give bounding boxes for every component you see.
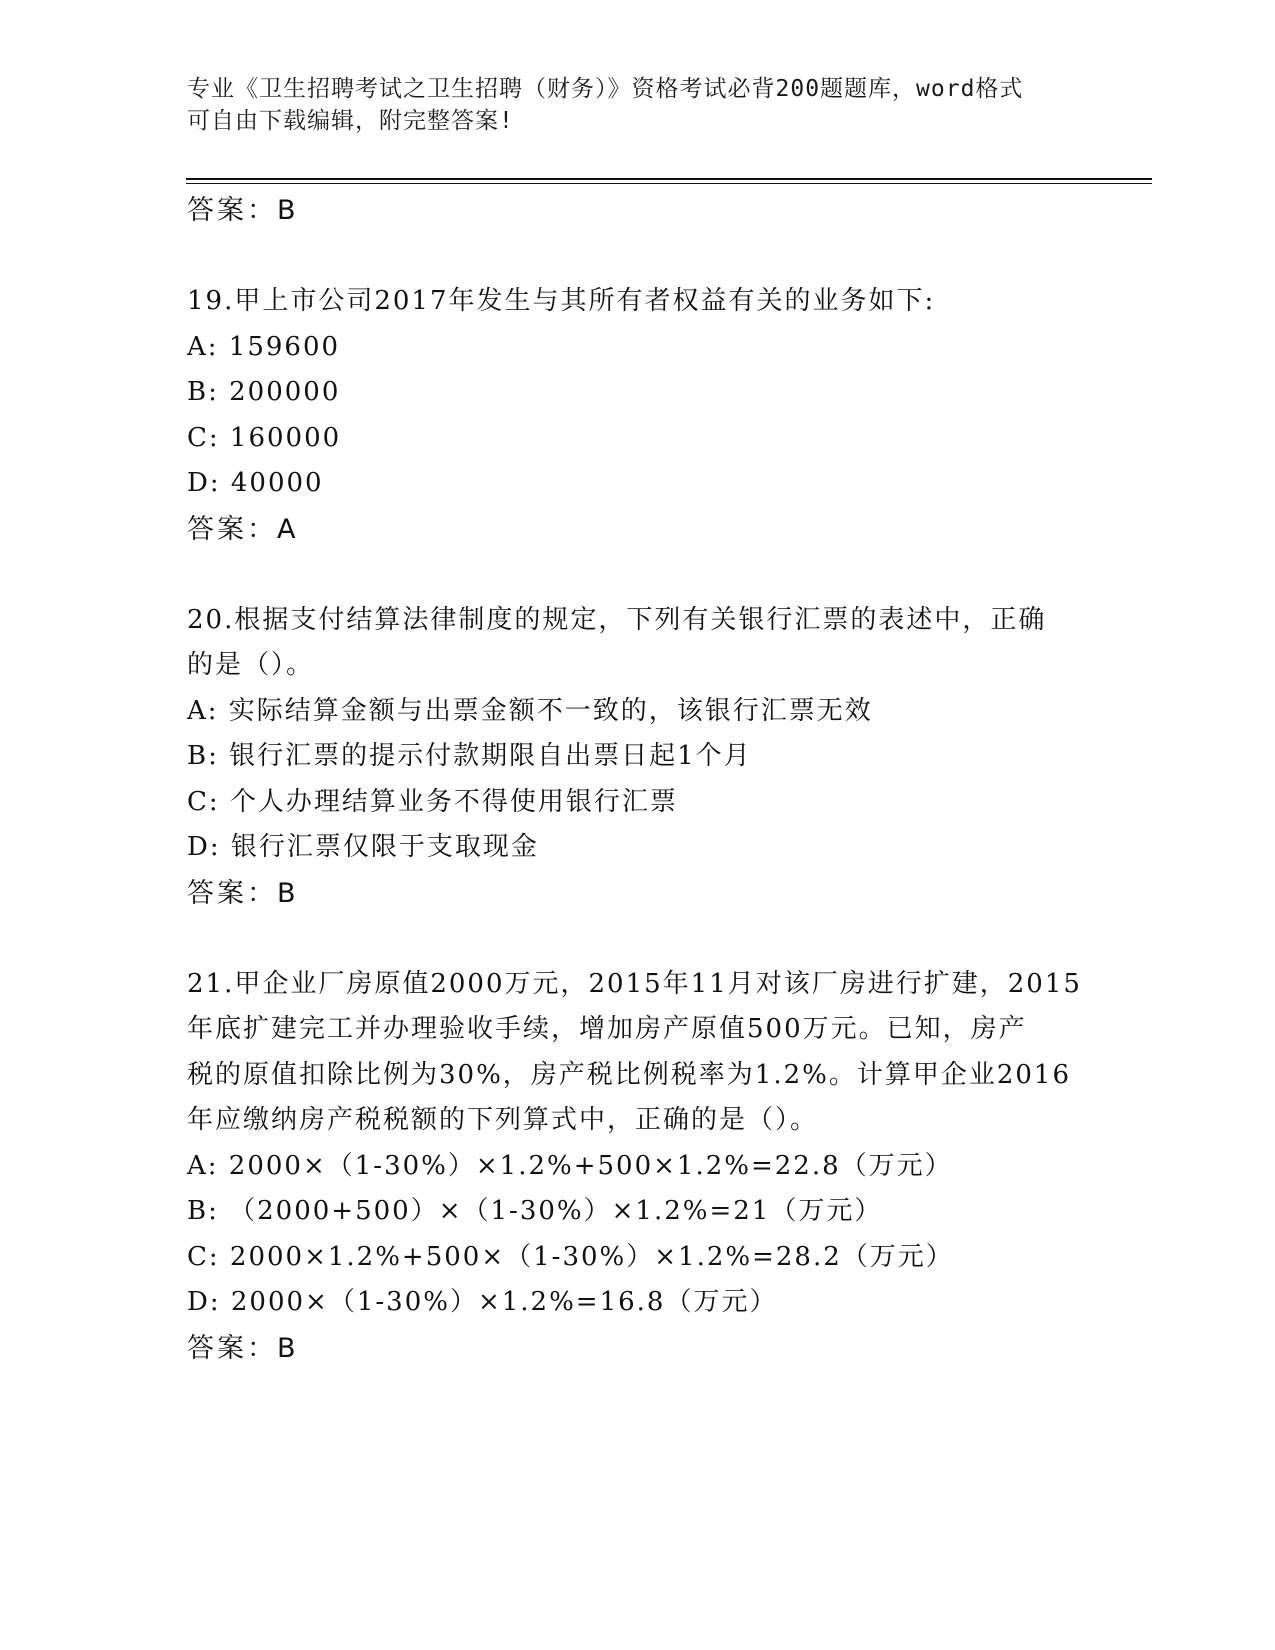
option-d: D: 银行汇票仅限于支取现金 — [187, 832, 539, 862]
option-b: B: 200000 — [187, 377, 341, 407]
answer-label: 答案：B — [187, 1332, 299, 1364]
option-a: A: 实际结算金额与出票金额不一致的，该银行汇票无效 — [187, 695, 873, 726]
question-stem: 税的原值扣除比例为30%，房产税比例税率为1.2%。计算甲企业2016 — [187, 1059, 1072, 1090]
header-line-2: 可自由下载编辑，附完整答案! — [187, 108, 514, 134]
option-c: C: 160000 — [187, 422, 342, 453]
document-header — [187, 73, 1067, 137]
question-stem: 年底扩建完工并办理验收手续，增加房产原值500万元。已知，房产 — [187, 1014, 1027, 1044]
spacer — [187, 234, 1087, 280]
previous-answer: 答案：B — [187, 195, 299, 226]
option-a: A: 159600 — [187, 331, 341, 362]
option-b: B: 银行汇票的提示付款期限自出票日起1个月 — [187, 741, 752, 771]
spacer — [187, 916, 1087, 962]
question-stem: 20.根据支付结算法律制度的规定，下列有关银行汇票的表述中，正确 — [187, 604, 1047, 635]
question-stem: 的是（）。 — [187, 650, 315, 680]
header-divider-thick — [186, 178, 1152, 180]
header-line-1: 专业《卫生招聘考试之卫生招聘（财务）》资格考试必背200题题库，word格式 — [187, 76, 1024, 102]
question-stem: 年应缴纳房产税税额的下列算式中，正确的是（）。 — [187, 1105, 819, 1135]
question-stem: 19.甲上市公司2017年发生与其所有者权益有关的业务如下: — [187, 286, 936, 316]
question-21 — [187, 962, 1087, 1372]
answer-label: 答案：B — [187, 877, 299, 909]
option-a: A: 2000×（1-30%）×1.2%+500×1.2%=22.8（万元） — [187, 1150, 953, 1181]
option-c: C: 2000×1.2%+500×（1-30%）×1.2%=28.2（万元） — [187, 1241, 954, 1272]
question-20 — [187, 598, 1087, 917]
question-19 — [187, 279, 1087, 552]
question-stem: 21.甲企业厂房原值2000万元，2015年11月对该厂房进行扩建，2015 — [187, 968, 1082, 999]
question-list — [187, 188, 1087, 1371]
option-b: B: （2000+500）×（1-30%）×1.2%=21（万元） — [187, 1196, 883, 1226]
answer-label: 答案：A — [187, 513, 299, 545]
option-d: D: 40000 — [187, 468, 324, 498]
header-divider-thin — [186, 183, 1152, 184]
spacer — [187, 552, 1087, 598]
option-c: C: 个人办理结算业务不得使用银行汇票 — [187, 786, 678, 817]
option-d: D: 2000×（1-30%）×1.2%=16.8（万元） — [187, 1287, 778, 1317]
